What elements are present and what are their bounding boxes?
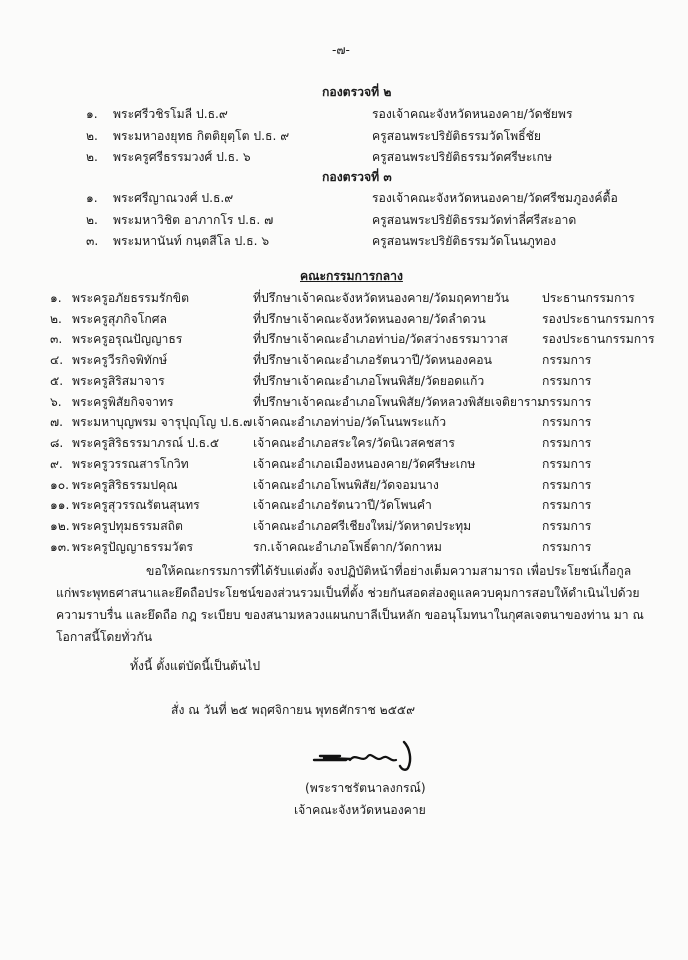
committee-member-position: ที่ปรึกษาเจ้าคณะอำเภอโพนพิสัย/วัดยอดแก้ว: [253, 374, 485, 388]
committee-member-position: เจ้าคณะอำเภอโพนพิสัย/วัดจอมนาง: [253, 478, 439, 492]
committee-member-position: เจ้าคณะอำเภอสระใคร/วัดนิเวสคชสาร: [253, 436, 455, 450]
member-position: ครูสอนพระปริยัติธรรมวัดท่าลี่ศรีสะอาด: [372, 213, 577, 227]
committee-member-role: กรรมการ: [542, 436, 592, 450]
member-name: พระศรีญาณวงศ์ ป.ธ.๙: [113, 191, 234, 205]
member-number: ๑.: [86, 107, 98, 121]
committee-member-number: ๖.: [50, 395, 62, 409]
member-number: ๒.: [86, 150, 98, 164]
member-position: ครูสอนพระปริยัติธรรมวัดโนนภูทอง: [372, 234, 557, 248]
committee-member-number: ๑๐.: [50, 478, 70, 492]
committee-member-position: เจ้าคณะอำเภอศรีเชียงใหม่/วัดหาดประทุม: [253, 519, 472, 533]
member-name: พระครูศรีธรรมวงศ์ ป.ธ. ๖: [113, 150, 251, 164]
committee-member-name: พระครูปทุมธรรมสถิต: [72, 519, 183, 533]
committee-member-name: พระครูวีรกิจพิทักษ์: [72, 353, 168, 367]
committee-member-name: พระครูสิริสมาจาร: [72, 374, 165, 388]
committee-member-name: พระครูสุวรรณรัตนสุนทร: [72, 498, 200, 512]
committee-member-name: พระมหาบุญพรม จารุปุญฺโญ ป.ธ.๗: [72, 415, 253, 429]
committee-member-position: เจ้าคณะอำเภอเมืองหนองคาย/วัดศรีษะเกษ: [253, 457, 476, 471]
handwritten-signature: [310, 738, 422, 772]
inspection-group-heading: กองตรวจที่ ๓: [322, 170, 392, 184]
committee-member-position: ที่ปรึกษาเจ้าคณะอำเภอท่าบ่อ/วัดสว่างธรรมาวาส: [253, 332, 508, 346]
committee-member-position: เจ้าคณะอำเภอท่าบ่อ/วัดโนนพระแก้ว: [253, 415, 447, 429]
committee-member-name: พระครูวรรณสารโกวิท: [72, 457, 189, 471]
committee-member-number: ๙.: [50, 457, 63, 471]
signer-name: (พระราชรัตนาลงกรณ์): [305, 781, 426, 795]
committee-member-number: ๑๒.: [50, 519, 70, 533]
committee-member-position: เจ้าคณะอำเภอรัตนวาปี/วัดโพนคำ: [253, 498, 432, 512]
committee-member-role: กรรมการ: [542, 415, 592, 429]
committee-member-role: กรรมการ: [542, 519, 592, 533]
member-name: พระศรีวชิรโมลี ป.ธ.๙: [113, 107, 228, 121]
member-position: ครูสอนพระปริยัติธรรมวัดศรีษะเกษ: [372, 150, 553, 164]
committee-member-number: ๗.: [50, 415, 64, 429]
member-number: ๒.: [86, 213, 98, 227]
member-number: ๑.: [86, 191, 98, 205]
committee-member-position: ที่ปรึกษาเจ้าคณะจังหวัดหนองคาย/วัดลำดวน: [253, 312, 486, 326]
committee-member-name: พระครูสิริธรรมาภรณ์ ป.ธ.๕: [72, 436, 220, 450]
committee-member-number: ๑๑.: [50, 498, 70, 512]
instruction-paragraph: [56, 560, 646, 648]
committee-member-name: พระครูปัญญาธรรมวัตร: [72, 540, 194, 554]
committee-member-position: รก.เจ้าคณะอำเภอโพธิ์ตาก/วัดกาหม: [253, 540, 442, 554]
committee-member-role: รองประธานกรรมการ: [542, 332, 655, 346]
committee-member-role: รองประธานกรรมการ: [542, 312, 655, 326]
committee-member-number: ๕.: [50, 374, 64, 388]
effective-statement: ทั้งนี้ ตั้งแต่บัดนี้เป็นต้นไป: [130, 659, 261, 673]
committee-member-name: พระครูอภัยธรรมรักขิต: [72, 291, 190, 305]
committee-member-number: ๑๓.: [50, 540, 70, 554]
committee-member-role: กรรมการ: [542, 457, 592, 471]
committee-member-number: ๑.: [50, 291, 62, 305]
member-number: ๒.: [86, 129, 98, 143]
committee-member-number: ๔.: [50, 353, 64, 367]
committee-member-number: ๒.: [50, 312, 62, 326]
member-number: ๓.: [86, 234, 99, 248]
inspection-group-heading: กองตรวจที่ ๒: [322, 85, 392, 99]
committee-member-name: พระครูพิสัยกิจจาทร: [72, 395, 174, 409]
instruction-paragraph-text: ขอให้คณะกรรมการที่ได้รับแต่งตั้ง จงปฏิบัติหน้าที่อย่างเต็มความสามารถ เพื่อประโยชน์เกื้อกูลแก่พระพุทธศาสนาและยึดถือประโยชน์ของส่วนรวมเป็นที่ตั้ง ช่วยกันสอดส่องดูแลควบคุมการสอบให้ดำเนินไปด้วยความราบรื่น และยึดถือ กฎ ระเบียบ ของสนามหลวงแผนกบาลีเป็นหลัก ขออนุโมทนาในกุศลเจตนาของท่าน มา ณ โอกาสนี้โดยทั่วกัน: [56, 564, 644, 644]
committee-member-position: ที่ปรึกษาเจ้าคณะอำเภอรัตนวาปี/วัดหนองคอน: [253, 353, 492, 367]
committee-member-role: กรรมการ: [542, 374, 592, 388]
committee-member-role: กรรมการ: [542, 478, 592, 492]
order-date: สั่ง ณ วันที่ ๒๕ พฤศจิกายน พุทธศักราช ๒๕๕๙: [171, 703, 416, 717]
committee-member-number: ๓.: [50, 332, 63, 346]
member-position: รองเจ้าคณะจังหวัดหนองคาย/วัดชัยพร: [372, 107, 573, 121]
member-position: รองเจ้าคณะจังหวัดหนองคาย/วัดศรีชมภูองค์ตื้อ: [372, 191, 618, 205]
member-position: ครูสอนพระปริยัติธรรมวัดโพธิ์ชัย: [372, 129, 542, 143]
committee-member-position: ที่ปรึกษาเจ้าคณะอำเภอโพนพิสัย/วัดหลวงพิสัยเจติยาราม: [253, 395, 546, 409]
committee-member-number: ๘.: [50, 436, 64, 450]
committee-member-name: พระครูอรุณปัญญาธร: [72, 332, 183, 346]
page-number: -๗-: [332, 43, 350, 57]
member-name: พระมหาวิชิต อาภากโร ป.ธ. ๗: [113, 213, 274, 227]
member-name: พระมหาองยุทธ กิตติยุตฺโต ป.ธ. ๙: [113, 129, 290, 143]
committee-member-role: กรรมการ: [542, 353, 592, 367]
committee-member-name: พระครูสิริธรรมปคุณ: [72, 478, 178, 492]
committee-member-name: พระครูสุภกิจโกศล: [72, 312, 167, 326]
committee-heading: คณะกรรมการกลาง: [300, 269, 403, 283]
committee-member-role: ประธานกรรมการ: [542, 291, 635, 305]
committee-member-role: กรรมการ: [542, 498, 592, 512]
signer-title: เจ้าคณะจังหวัดหนองคาย: [294, 803, 426, 817]
committee-member-role: กรรมการ: [542, 395, 592, 409]
committee-member-role: กรรมการ: [542, 540, 592, 554]
member-name: พระมหานันท์ กนฺตสีโล ป.ธ. ๖: [113, 234, 270, 248]
committee-member-position: ที่ปรึกษาเจ้าคณะจังหวัดหนองคาย/วัดมฤคทายวัน: [253, 291, 510, 305]
